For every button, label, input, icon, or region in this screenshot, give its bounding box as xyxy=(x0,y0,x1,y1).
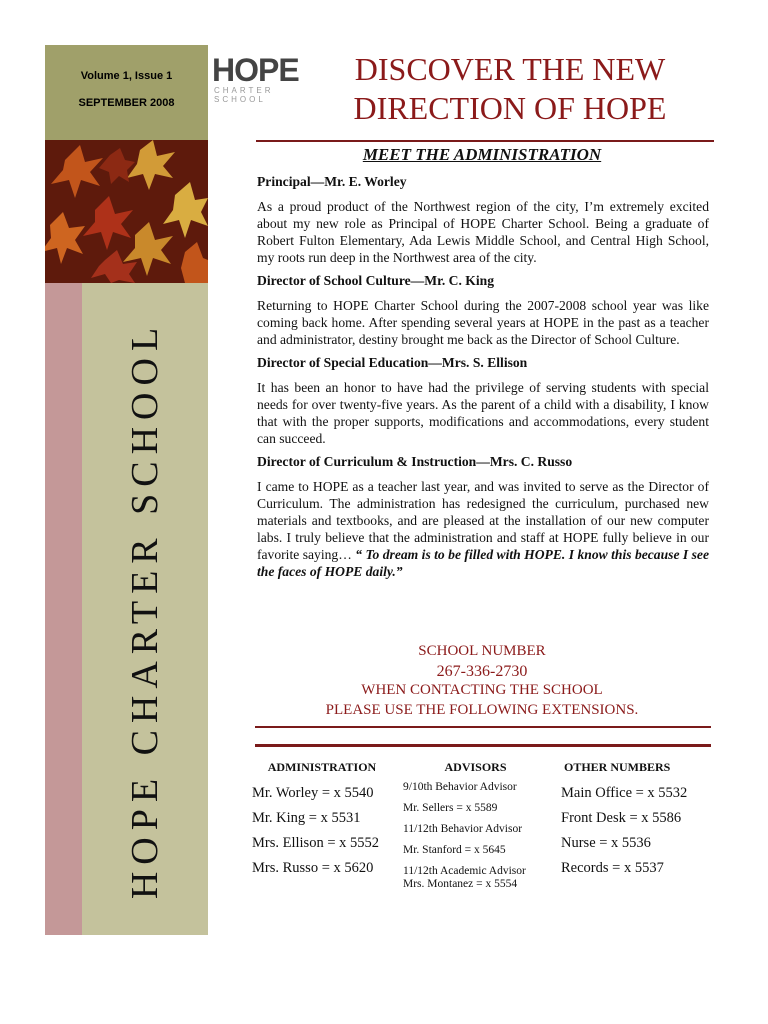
contact-instruction-line-2: PLEASE USE THE FOLLOWING EXTENSIONS. xyxy=(325,701,639,718)
issue-date: SEPTEMBER 2008 xyxy=(78,97,175,109)
extension-entry: Front Desk = x 5586 xyxy=(561,810,682,826)
paragraph-text: I came to HOPE as a teacher last year, and was invited to serve as the Director of Curriculum. The administration has redesigned the curriculum, purchased new materials and textbooks, and are pleased at the installation of our new computer labs. I truly believe that the administration and staff at HOPE fully believe in our favorite saying… xyxy=(257,479,709,562)
favorite-saying-quote: “ To dream is to be filled with HOPE. I know this because I see the faces of HOPE daily.” xyxy=(257,547,709,579)
role-paragraph: Returning to HOPE Charter School during the 2007-2008 school year was like coming back home. After spending several years at HOPE in the past as a teacher and administrator, destiny brought me back as the Director of School Culture. xyxy=(257,298,709,347)
autumn-leaves-image xyxy=(45,140,208,283)
role-paragraph: It has been an honor to have had the privilege of serving students with special needs for over twenty-five years. As the parent of a child with a disability, I know that with the proper supports, modifications and accommodations, every student can succeed. xyxy=(257,380,709,446)
volume-issue: Volume 1, Issue 1 xyxy=(80,70,173,82)
leaves-illustration xyxy=(45,140,208,283)
role-heading: Principal—Mr. E. Worley xyxy=(257,174,407,189)
logo-text: HOPE xyxy=(212,52,299,88)
column-header: ADVISORS xyxy=(444,760,507,774)
advisor-title: 9/10th Behavior Advisor xyxy=(403,781,517,793)
contact-instruction-line-1: WHEN CONTACTING THE SCHOOL xyxy=(361,682,603,698)
advisors-extensions xyxy=(403,760,548,891)
divider-rule xyxy=(255,744,711,747)
hope-logo xyxy=(212,52,302,102)
extension-entry: Mrs. Ellison = x 5552 xyxy=(252,835,380,851)
logo-subtext: CHARTER SCHOOL xyxy=(214,86,274,104)
extension-entry: Mr. Worley = x 5540 xyxy=(252,785,374,801)
column-header: OTHER NUMBERS xyxy=(564,760,671,774)
extension-entry: Mr. King = x 5531 xyxy=(252,810,361,826)
school-number-block xyxy=(256,642,708,720)
extension-entry: Mr. Stanford = x 5645 xyxy=(403,844,506,856)
headline-rule xyxy=(256,140,714,142)
role-heading: Director of Special Education—Mrs. S. Ellison xyxy=(257,355,528,370)
school-number-label: SCHOOL NUMBER xyxy=(418,643,546,659)
role-heading: Director of School Culture—Mr. C. King xyxy=(257,273,494,288)
article-body xyxy=(257,171,709,586)
column-header: ADMINISTRATION xyxy=(267,760,377,774)
extension-entry: Main Office = x 5532 xyxy=(561,785,688,801)
extension-entry: Mrs. Russo = x 5620 xyxy=(252,860,374,876)
section-heading: MEET THE ADMINISTRATION xyxy=(362,145,602,164)
sidebar-pink-strip xyxy=(45,283,82,935)
headline-line-2: DIRECTION OF HOPE xyxy=(353,90,667,126)
divider-rule xyxy=(255,726,711,728)
issue-box xyxy=(45,45,208,140)
extension-entry: Records = x 5537 xyxy=(561,860,664,876)
headline-line-1: DISCOVER THE NEW xyxy=(354,51,666,87)
role-heading: Director of Curriculum & Instruction—Mrs. C. Russo xyxy=(257,454,573,469)
role-paragraph: As a proud product of the Northwest region of the city, I’m extremely excited about my new role as Principal of HOPE Charter School. Being a graduate of Robert Fulton Elementary, Ada Lewis Middle School, and Central High School, my roots run deep in the Northwest area of the city. xyxy=(257,199,709,265)
school-phone-number: 267-336-2730 xyxy=(436,662,528,680)
extension-entry: Mr. Sellers = x 5589 xyxy=(403,802,498,814)
vertical-school-name: HOPE CHARTER SCHOOL xyxy=(124,320,166,900)
other-numbers-extensions xyxy=(561,760,711,881)
extension-entry: Mrs. Montanez = x 5554 xyxy=(403,878,518,890)
advisor-title: 11/12th Behavior Advisor xyxy=(403,823,523,835)
headline xyxy=(305,50,715,128)
administration-extensions xyxy=(252,760,392,881)
role-paragraph xyxy=(257,478,709,580)
extension-entry: Nurse = x 5536 xyxy=(561,835,651,851)
advisor-title: 11/12th Academic Advisor xyxy=(403,865,526,877)
